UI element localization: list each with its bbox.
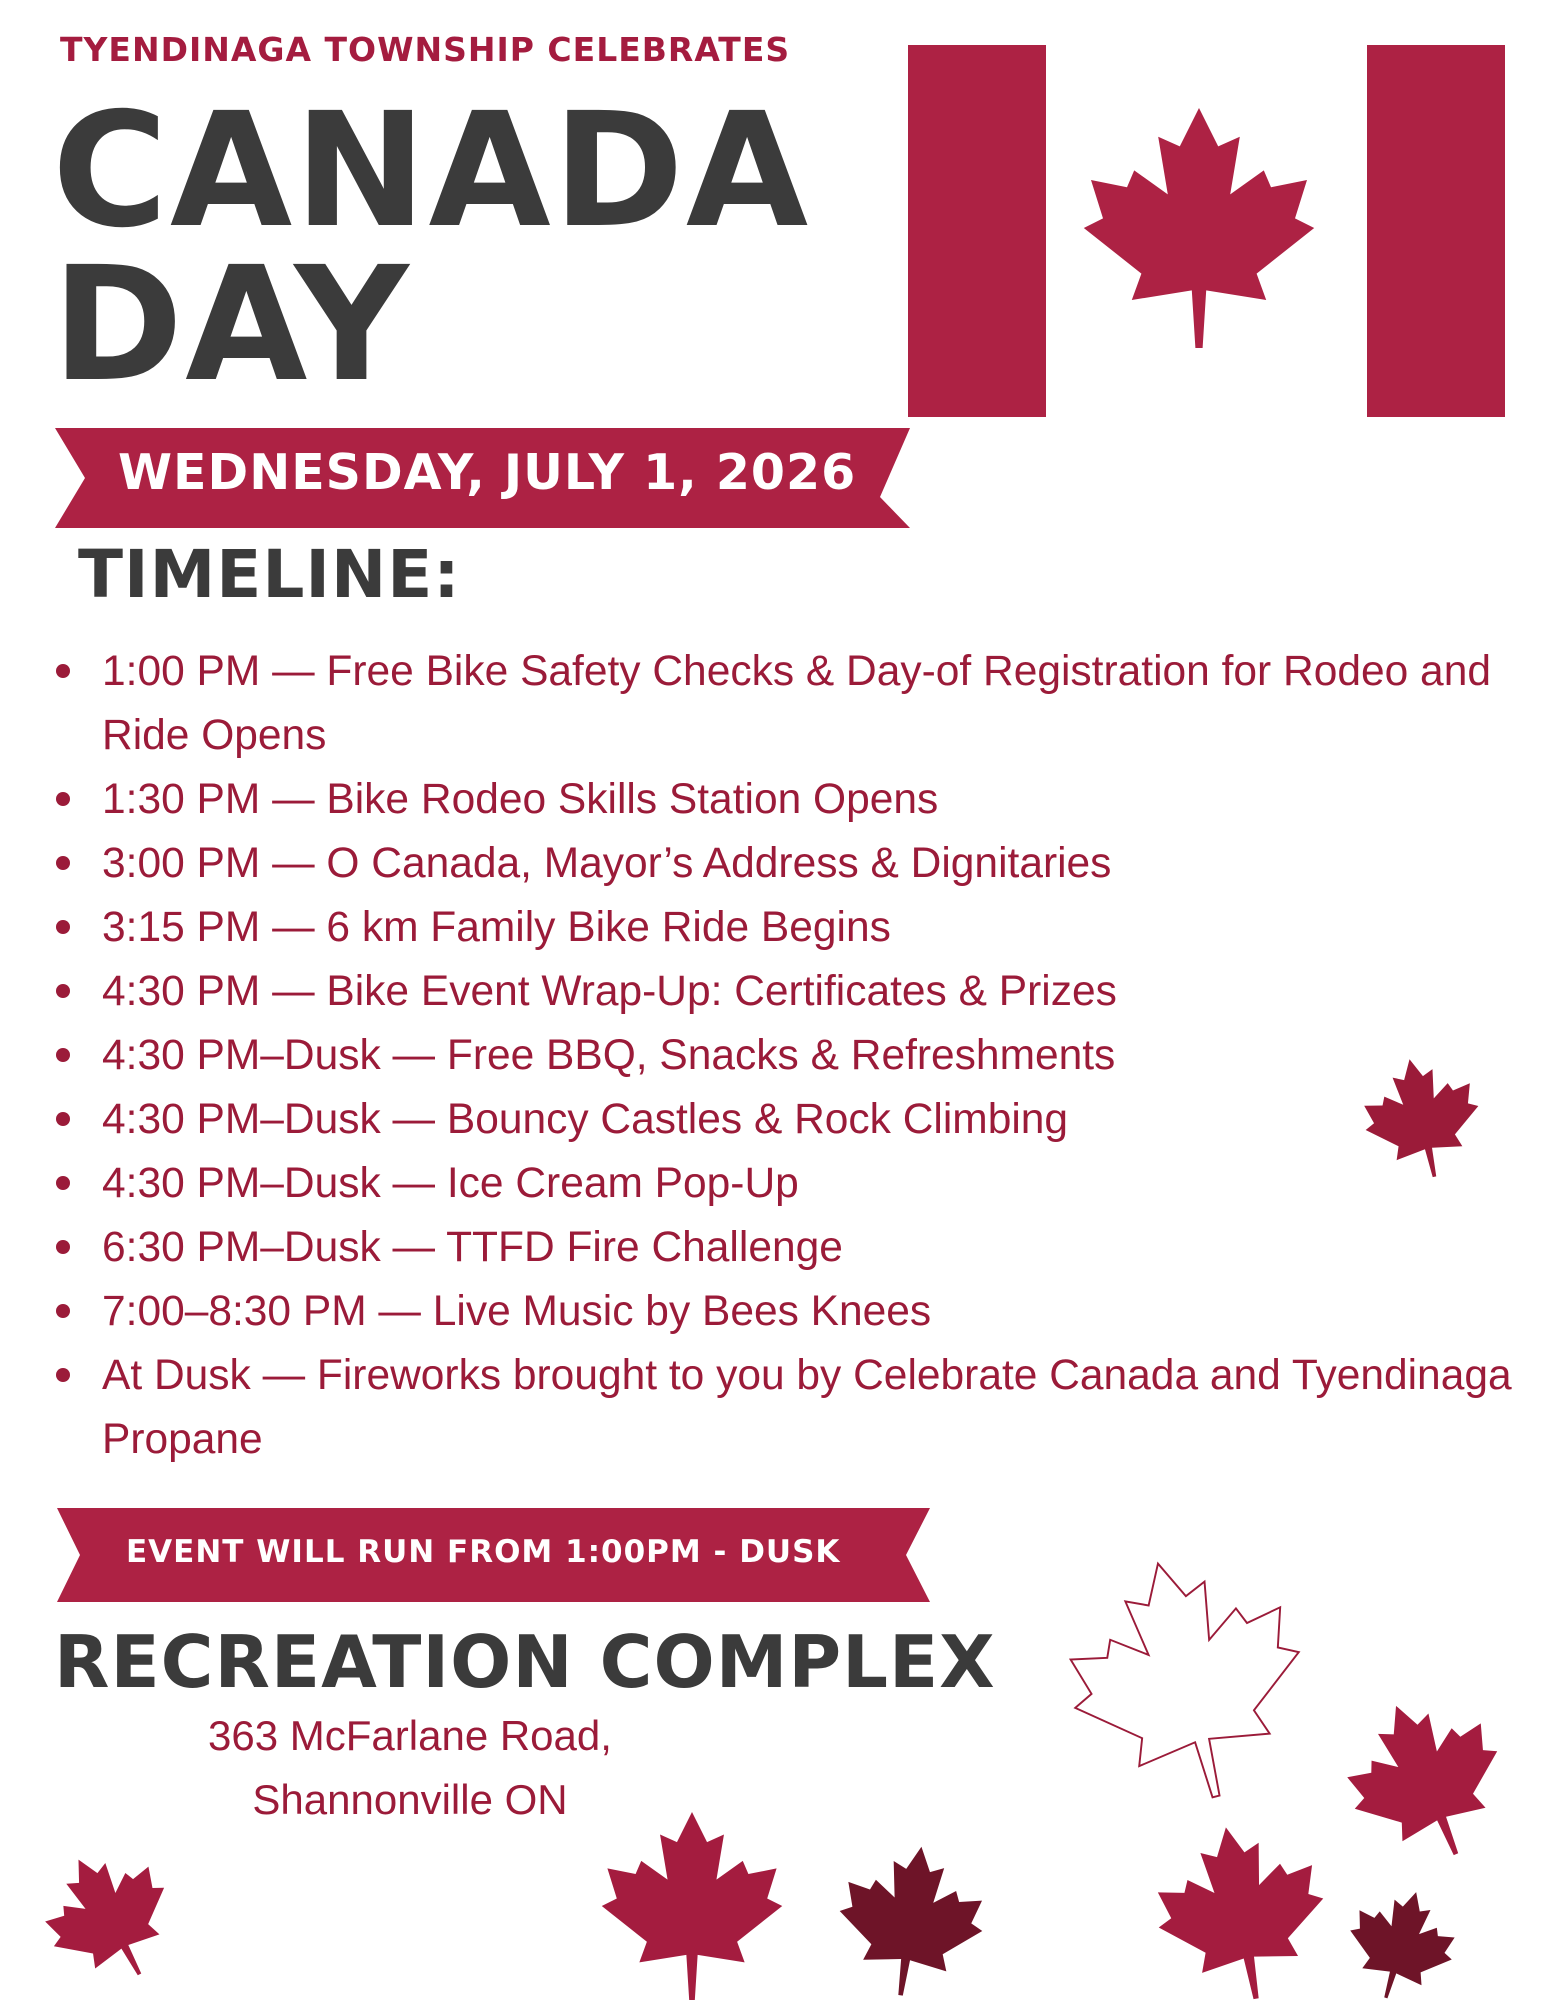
timeline-item <box>48 1280 1528 1344</box>
bullet-icon <box>56 1048 70 1062</box>
timeline-list <box>48 640 1528 1472</box>
event-date: WEDNESDAY, JULY 1, 2026 <box>118 444 857 501</box>
timeline-item-text: 4:30 PM–Dusk — Bouncy Castles & Rock Climbing <box>102 1096 1069 1143</box>
maple-leaf-outline-icon <box>1052 1560 1322 1800</box>
kicker-text: TYENDINAGA TOWNSHIP CELEBRATES <box>60 30 791 69</box>
timeline-item-text: 3:00 PM — O Canada, Mayor’s Address & Dignitaries <box>102 840 1112 887</box>
bullet-icon <box>56 1176 70 1190</box>
timeline-item <box>48 896 1528 960</box>
title-day: DAY <box>52 233 411 417</box>
timeline-item <box>48 960 1528 1024</box>
venue-name: RECREATION COMPLEX <box>54 1620 996 1704</box>
timeline-item-text: 1:30 PM — Bike Rodeo Skills Station Opens <box>102 776 939 823</box>
timeline-item <box>48 1344 1528 1472</box>
address-line-2: Shannonville ON <box>252 1776 568 1823</box>
maple-leaf-icon <box>1342 1700 1510 1860</box>
bullet-icon <box>56 1368 70 1382</box>
run-time-banner: EVENT WILL RUN FROM 1:00PM - DUSK <box>126 1534 841 1570</box>
timeline-item-text: 7:00–8:30 PM — Live Music by Bees Knees <box>102 1288 932 1335</box>
maple-leaf-icon <box>44 1852 174 1982</box>
timeline-item-text: 4:30 PM — Bike Event Wrap-Up: Certificates & Prizes <box>102 968 1117 1015</box>
maple-leaf-icon <box>1336 1890 1466 2000</box>
timeline-item-text: 4:30 PM–Dusk — Ice Cream Pop-Up <box>102 1160 799 1207</box>
bullet-icon <box>56 664 70 678</box>
bullet-icon <box>56 1240 70 1254</box>
timeline-item <box>48 1088 1528 1152</box>
address-line-1: 363 McFarlane Road, <box>208 1712 612 1759</box>
bullet-icon <box>56 984 70 998</box>
timeline-item <box>48 640 1528 768</box>
timeline-item <box>48 1152 1528 1216</box>
timeline-item <box>48 1216 1528 1280</box>
timeline-item-text: 1:00 PM — Free Bike Safety Checks & Day-of Registration for Rodeo and Ride Opens <box>102 648 1491 759</box>
maple-leaf-icon <box>1360 1058 1484 1178</box>
title-canada: CANADA <box>52 79 811 263</box>
maple-leaf-icon <box>836 1846 986 1996</box>
timeline-item <box>48 1024 1528 1088</box>
bullet-icon <box>56 856 70 870</box>
bullet-icon <box>56 1304 70 1318</box>
bullet-icon <box>56 1112 70 1126</box>
bullet-icon <box>56 920 70 934</box>
maple-leaf-icon <box>592 1812 792 2000</box>
timeline-item <box>48 832 1528 896</box>
timeline-item-text: 3:15 PM — 6 km Family Bike Ride Begins <box>102 904 891 951</box>
timeline-item <box>48 768 1528 832</box>
bullet-icon <box>56 792 70 806</box>
timeline-heading: TIMELINE: <box>78 536 461 613</box>
timeline-item-text: 6:30 PM–Dusk — TTFD Fire Challenge <box>102 1224 843 1271</box>
timeline-item-text: 4:30 PM–Dusk — Free BBQ, Snacks & Refreshments <box>102 1032 1116 1079</box>
timeline-item-text: At Dusk — Fireworks brought to you by Celebrate Canada and Tyendinaga Propane <box>102 1352 1512 1463</box>
maple-leaf-icon <box>1146 1826 1336 2000</box>
